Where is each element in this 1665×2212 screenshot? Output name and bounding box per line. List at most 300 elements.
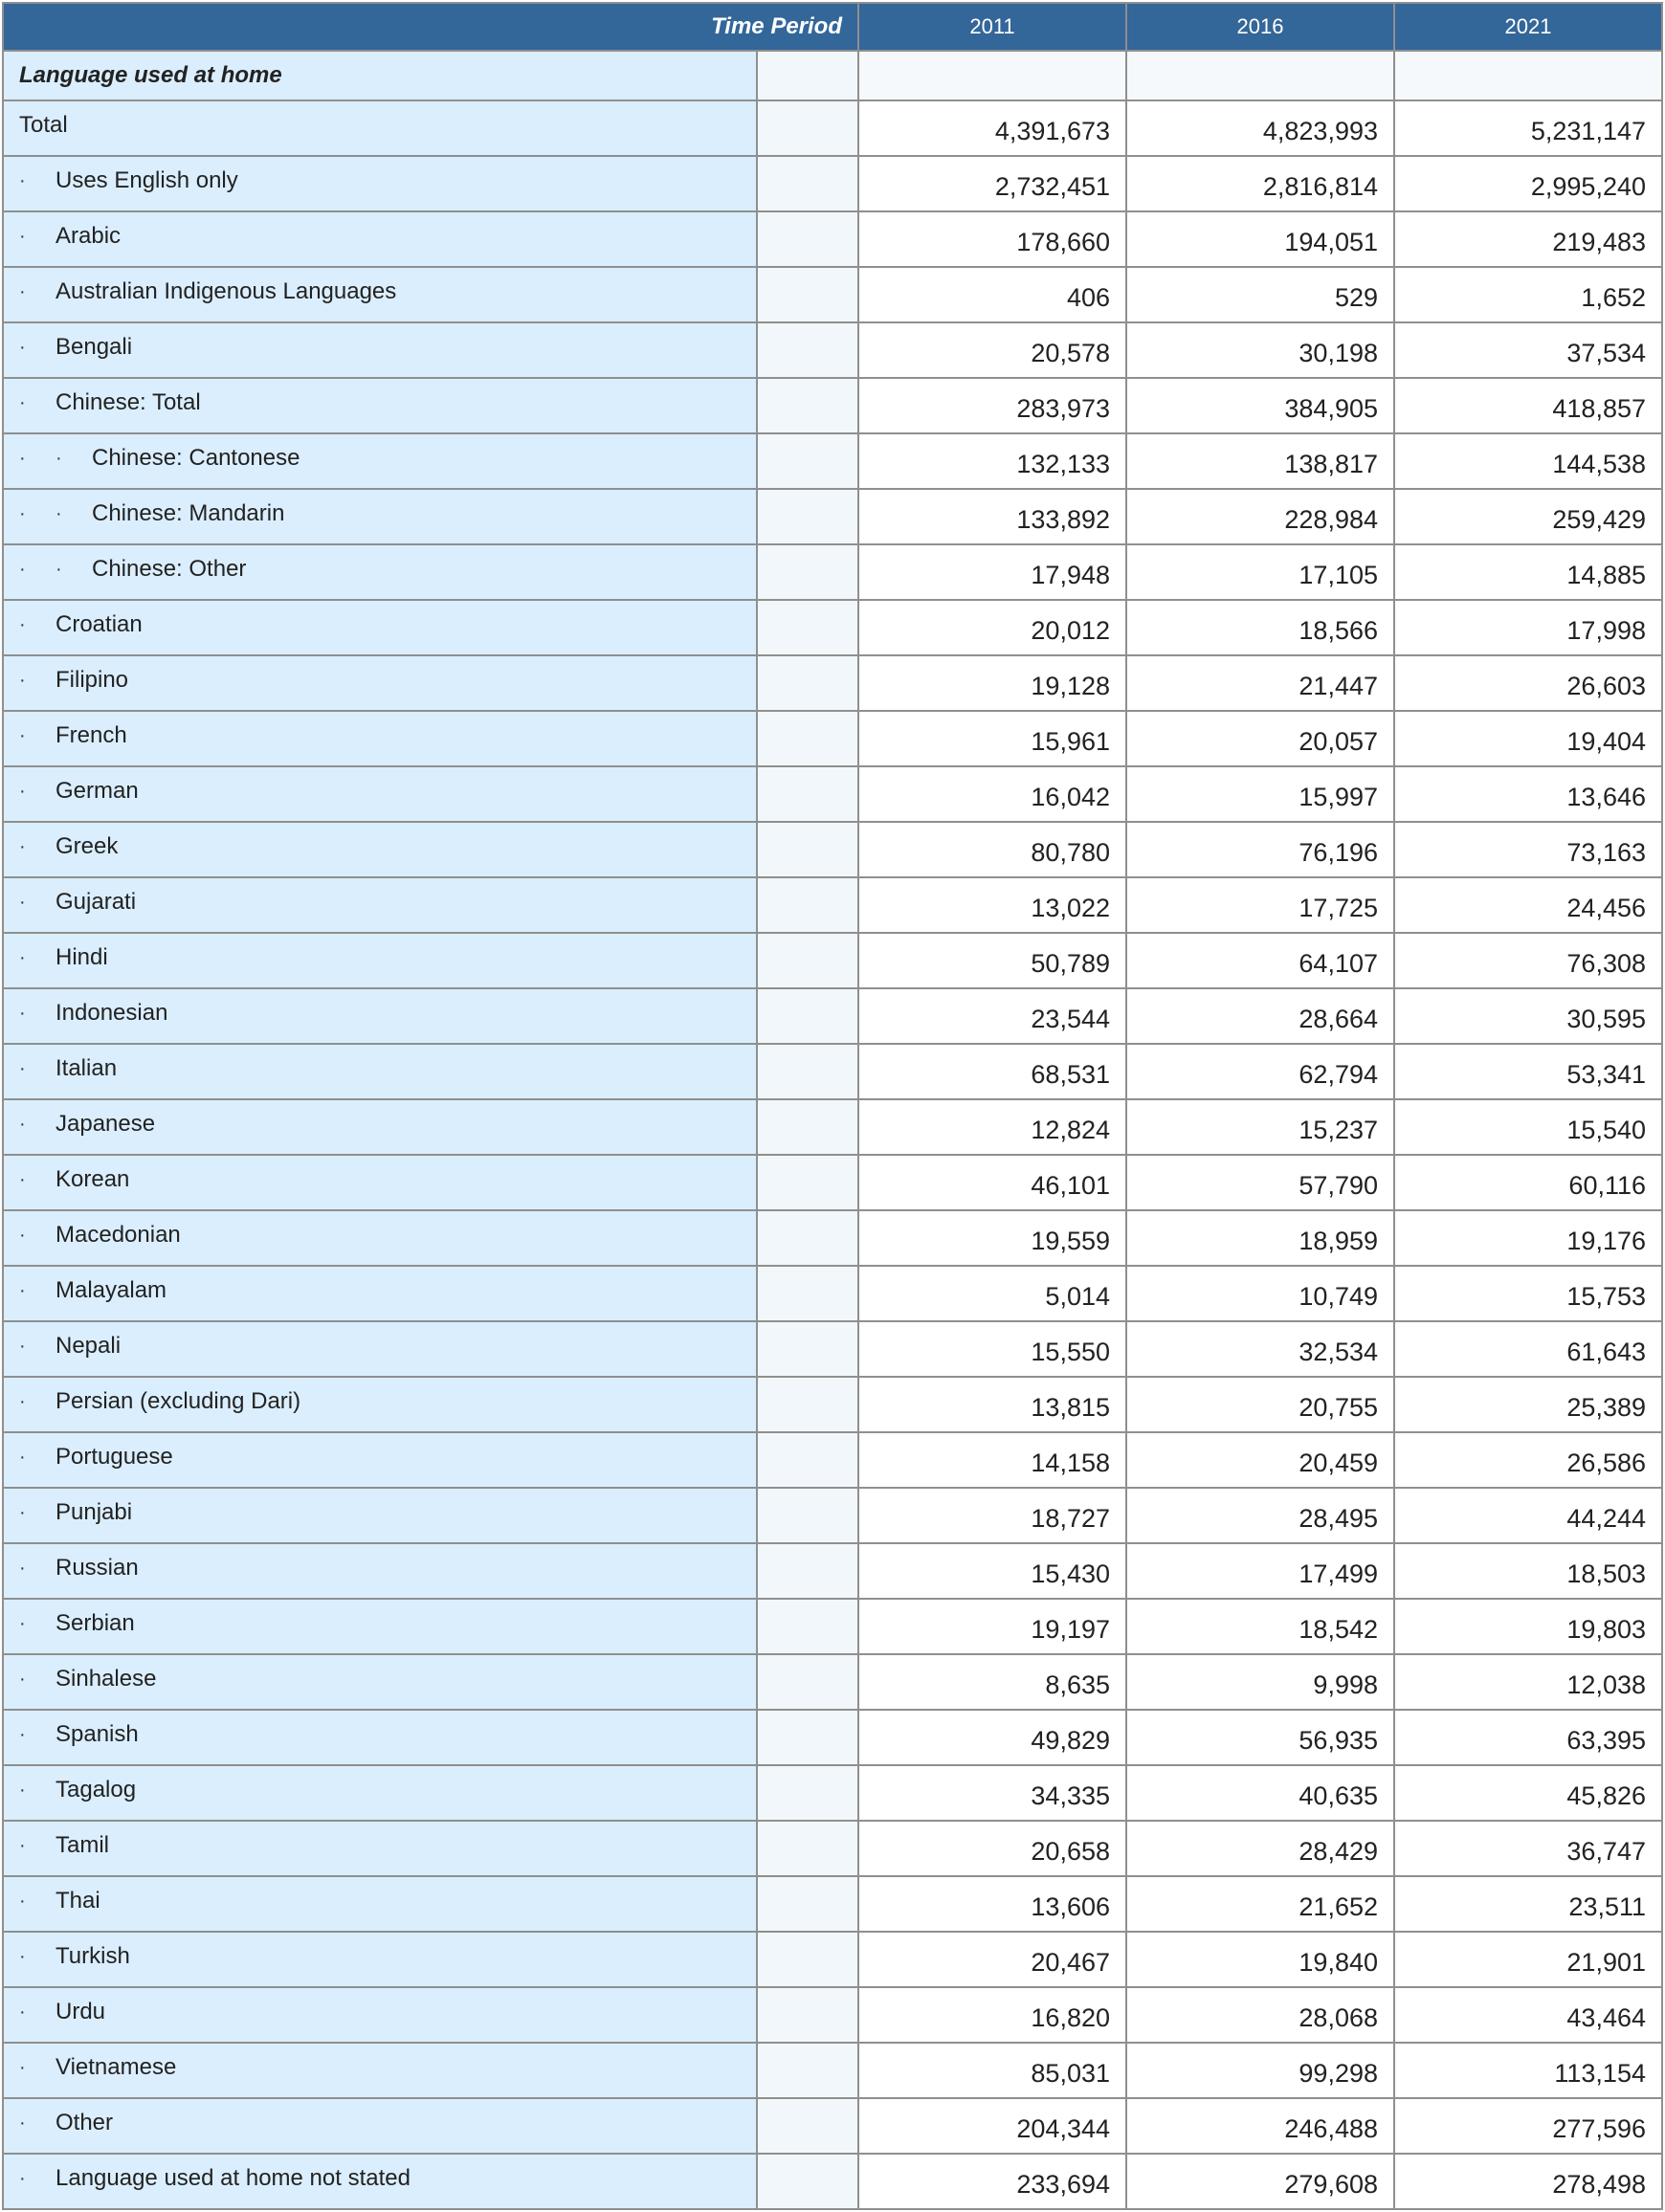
value-cell-2016[interactable] [1126,1099,1394,1155]
value-cell-2021[interactable] [1394,378,1662,433]
value-cell-2021[interactable] [1394,766,1662,822]
spacer-cell [757,267,858,322]
spacer-cell [757,2043,858,2098]
value-cell-2011[interactable] [858,1155,1126,1210]
table-row [3,766,1662,822]
row-label: Other [56,2110,114,2135]
cell-value: 20,459 [1299,1448,1378,1477]
value-cell-2016[interactable] [1126,822,1394,877]
row-label-cell[interactable] [3,2154,757,2209]
value-cell-2016[interactable] [1126,933,1394,988]
spacer-cell [757,1377,858,1432]
value-cell-2011[interactable] [858,1710,1126,1765]
value-cell-2016[interactable] [1126,544,1394,600]
value-cell-2016[interactable] [1126,489,1394,544]
row-label-cell[interactable] [3,1932,757,1987]
row-label-cell[interactable] [3,1321,757,1377]
cell-value: 24,456 [1566,893,1646,922]
value-cell-2021[interactable] [1394,2154,1662,2209]
cell-value: 283,973 [1016,393,1110,423]
value-cell-2021[interactable] [1394,1488,1662,1543]
cell-value: 1,652 [1581,282,1646,312]
value-cell-2016[interactable] [1126,433,1394,489]
value-cell-2011[interactable] [858,1543,1126,1599]
value-cell-2011[interactable] [858,2043,1126,2098]
value-cell-2011[interactable] [858,1044,1126,1099]
value-cell-2021[interactable] [1394,1266,1662,1321]
value-cell-2016[interactable] [1126,156,1394,211]
row-label-cell[interactable] [3,1044,757,1099]
row-label-cell[interactable] [3,544,757,600]
value-cell-2021[interactable] [1394,211,1662,267]
row-label-cell[interactable] [3,1155,757,1210]
cell-value: 138,817 [1284,449,1378,478]
spacer-cell [757,600,858,655]
spacer-cell [757,2098,858,2154]
cell-value: 25,389 [1566,1392,1646,1422]
value-cell-2016[interactable] [1126,766,1394,822]
spacer-cell [757,51,858,100]
value-cell-2016[interactable] [1126,655,1394,711]
cell-value: 32,534 [1299,1337,1378,1366]
bullet-icon: · [19,946,26,968]
cell-value: 13,606 [1031,1891,1110,1921]
spacer-cell [757,1765,858,1821]
table-row [3,1599,1662,1654]
bullet-icon: · [19,1668,26,1690]
cell-value: 64,107 [1299,948,1378,978]
row-label: Sinhalese [56,1666,157,1692]
table-row [3,156,1662,211]
table-body [3,3,1662,2209]
table-row [3,1266,1662,1321]
row-label-cell[interactable] [3,211,757,267]
table-row [3,322,1662,378]
table-row [3,1044,1662,1099]
value-cell-2021[interactable] [1394,877,1662,933]
value-cell-2021[interactable] [1394,1210,1662,1266]
row-label: Tagalog [56,1777,137,1803]
value-cell-2016[interactable] [1126,877,1394,933]
spacer-cell [757,1155,858,1210]
spacer-cell [757,1099,858,1155]
bullet-icon: · [56,447,62,469]
value-cell-2021[interactable] [1394,2043,1662,2098]
cell-value: 17,105 [1299,560,1378,589]
value-cell-2011[interactable] [858,1821,1126,1876]
table-row [3,1377,1662,1432]
value-cell-2021[interactable] [1394,1377,1662,1432]
value-cell-2016[interactable] [1126,378,1394,433]
row-label-cell[interactable] [3,877,757,933]
cell-value: 19,803 [1566,1614,1646,1644]
cell-value: 8,635 [1045,1670,1110,1699]
value-cell-2011[interactable] [858,1377,1126,1432]
cell-value: 21,447 [1299,671,1378,700]
spacer-cell [757,156,858,211]
value-cell-2011[interactable] [858,489,1126,544]
row-label-cell[interactable] [3,1432,757,1488]
row-label-cell[interactable] [3,1710,757,1765]
table-row [3,1543,1662,1599]
spacer-cell [757,322,858,378]
spacer-cell [757,378,858,433]
bullet-icon: · [19,1224,26,1246]
row-label: Spanish [56,1721,139,1747]
value-cell-2021[interactable] [1394,100,1662,156]
value-cell-2016[interactable] [1126,322,1394,378]
value-cell-2016[interactable] [1126,600,1394,655]
value-cell-2021[interactable] [1394,1821,1662,1876]
row-label-cell[interactable] [3,933,757,988]
value-cell-2016[interactable] [1126,1321,1394,1377]
row-label: German [56,778,139,804]
row-label: Hindi [56,944,108,970]
cell-value: 28,495 [1299,1503,1378,1533]
row-label-cell[interactable] [3,1210,757,1266]
bullet-icon: · [19,1335,26,1357]
value-cell-2016[interactable] [1126,211,1394,267]
row-label-cell[interactable] [3,655,757,711]
value-cell-2021[interactable] [1394,655,1662,711]
table-row [3,544,1662,600]
cell-value: 26,603 [1566,671,1646,700]
row-label-cell[interactable] [3,433,757,489]
bullet-icon: · [19,1834,26,1856]
bullet-icon: · [19,1279,26,1301]
value-cell-2011[interactable] [858,544,1126,600]
value-cell-2016[interactable] [1126,1488,1394,1543]
cell-value: 20,467 [1031,1947,1110,1977]
table-row [3,2098,1662,2154]
value-cell-2021[interactable] [1394,933,1662,988]
bullet-icon: · [19,1390,26,1412]
cell-value: 144,538 [1552,449,1646,478]
value-cell-2021[interactable] [1394,1155,1662,1210]
value-cell-2021[interactable] [1394,1932,1662,1987]
cell-value: 2,995,240 [1530,171,1646,201]
value-cell-2011[interactable] [858,156,1126,211]
cell-value: 5,231,147 [1530,116,1646,145]
table-row [3,1654,1662,1710]
value-cell-2021[interactable] [1394,1543,1662,1599]
value-cell-2011[interactable] [858,2098,1126,2154]
value-cell-2021[interactable] [1394,711,1662,766]
row-label-cell[interactable] [3,1266,757,1321]
cell-value: 2,816,814 [1262,171,1378,201]
row-label-cell[interactable] [3,267,757,322]
bullet-icon: · [19,1002,26,1024]
cell-value: 113,154 [1554,2058,1646,2088]
row-label-cell[interactable] [3,100,757,156]
bullet-icon: · [19,613,26,635]
value-cell-2016[interactable] [1126,1932,1394,1987]
year-header-2016[interactable]: 2016 [1126,3,1394,51]
row-label: Malayalam [56,1277,167,1303]
value-cell-2011[interactable] [858,211,1126,267]
table-row [3,2154,1662,2209]
table-row [3,267,1662,322]
row-label-cell[interactable] [3,822,757,877]
value-cell-2011[interactable] [858,1321,1126,1377]
cell-value: 20,012 [1031,615,1110,645]
cell-value: 233,694 [1016,2169,1110,2199]
row-label: Chinese: Cantonese [92,445,300,471]
value-cell-2016[interactable] [1126,1155,1394,1210]
value-cell-2016[interactable] [1126,1987,1394,2043]
row-label-cell[interactable] [3,988,757,1044]
spacer-cell [757,933,858,988]
value-cell-2021[interactable] [1394,544,1662,600]
value-cell-2011[interactable] [858,655,1126,711]
value-cell-2011[interactable] [858,1876,1126,1932]
spacer-cell [757,1488,858,1543]
value-cell-2021[interactable] [1394,433,1662,489]
cell-value: 15,753 [1566,1281,1646,1311]
row-label-cell[interactable] [3,378,757,433]
value-cell-2011[interactable] [858,1654,1126,1710]
value-cell-2011[interactable] [858,322,1126,378]
spacer-cell [757,100,858,156]
row-label-cell[interactable] [3,1654,757,1710]
row-label-cell[interactable] [3,1543,757,1599]
row-label-cell[interactable] [3,600,757,655]
value-cell-2021[interactable] [1394,489,1662,544]
value-cell-2011[interactable] [858,988,1126,1044]
bullet-icon: · [19,502,26,524]
cell-value: 15,540 [1566,1115,1646,1144]
value-cell-2011[interactable] [858,1488,1126,1543]
value-cell-2011[interactable] [858,711,1126,766]
value-cell-2016[interactable] [1126,1821,1394,1876]
value-cell-2016[interactable] [1126,267,1394,322]
bullet-icon: · [56,558,62,580]
value-cell-2021[interactable] [1394,1765,1662,1821]
cell-value: 17,998 [1566,615,1646,645]
cell-value: 30,595 [1566,1004,1646,1033]
cell-value: 23,544 [1031,1004,1110,1033]
cell-value: 15,961 [1031,726,1110,756]
value-cell-2011[interactable] [858,433,1126,489]
value-cell-2021[interactable] [1394,988,1662,1044]
value-cell-2021[interactable] [1394,1321,1662,1377]
cell-value: 4,391,673 [994,116,1110,145]
table-row [3,655,1662,711]
cell-value: 13,022 [1031,893,1110,922]
value-cell-2011[interactable] [858,1099,1126,1155]
cell-value: 19,404 [1566,726,1646,756]
cell-value: 259,429 [1552,504,1646,534]
time-period-header[interactable]: Time Period [3,3,858,51]
value-cell-2021[interactable] [1394,1710,1662,1765]
cell-value: 28,429 [1299,1836,1378,1866]
value-cell-2011[interactable] [858,877,1126,933]
cell-value: 23,511 [1568,1891,1646,1921]
value-cell-2021[interactable] [1394,322,1662,378]
cell-value: 46,101 [1031,1170,1110,1200]
bullet-icon: · [19,780,26,802]
cell-value: 277,596 [1552,2113,1646,2143]
cell-value: 19,197 [1031,1614,1110,1644]
year-header-2021[interactable]: 2021 [1394,3,1662,51]
bullet-icon: · [19,2167,26,2189]
row-label-cell[interactable] [3,711,757,766]
cell-value: 45,826 [1566,1781,1646,1810]
value-cell-2016[interactable] [1126,988,1394,1044]
table-row [3,1987,1662,2043]
value-cell-2011[interactable] [858,267,1126,322]
value-cell-2016[interactable] [1126,1654,1394,1710]
value-cell-2021[interactable] [1394,267,1662,322]
value-cell-2011[interactable] [858,1210,1126,1266]
value-cell-2011[interactable] [858,2154,1126,2209]
cell-value: 28,068 [1299,2002,1378,2032]
cell-value: 13,646 [1566,782,1646,811]
spacer-cell [757,988,858,1044]
value-cell-2016[interactable] [1126,711,1394,766]
value-cell-2021[interactable] [1394,2098,1662,2154]
cell-value: 60,116 [1568,1170,1646,1200]
value-cell-2016[interactable] [1126,1044,1394,1099]
value-cell-2016[interactable] [1126,1543,1394,1599]
spacer-cell [757,1932,858,1987]
value-cell-2016[interactable] [1126,1765,1394,1821]
row-label-cell[interactable] [3,2098,757,2154]
row-label-cell[interactable] [3,322,757,378]
value-cell-2011[interactable] [858,1432,1126,1488]
row-label: Japanese [56,1111,156,1137]
cell-value: 19,559 [1031,1226,1110,1255]
value-cell-2011[interactable] [858,378,1126,433]
spacer-cell [757,1543,858,1599]
row-label-cell[interactable] [3,1987,757,2043]
bullet-icon: · [19,1168,26,1190]
bullet-icon: · [19,1612,26,1634]
cell-value: 20,755 [1299,1392,1378,1422]
value-cell-2011[interactable] [858,1599,1126,1654]
value-cell-2021[interactable] [1394,1876,1662,1932]
value-cell-2016[interactable] [1126,1432,1394,1488]
row-label-cell[interactable] [3,1377,757,1432]
row-label: Nepali [56,1333,122,1359]
cell-value: 50,789 [1031,948,1110,978]
value-cell-2021[interactable] [1394,600,1662,655]
value-cell-2011[interactable] [858,1266,1126,1321]
value-cell-2016[interactable] [1126,1266,1394,1321]
cell-value: 40,635 [1299,1781,1378,1810]
spacer-cell [757,1821,858,1876]
row-label-cell[interactable] [3,1488,757,1543]
cell-value: 194,051 [1284,227,1378,256]
table-row [3,822,1662,877]
row-label-cell[interactable] [3,156,757,211]
value-cell-2011[interactable] [858,1765,1126,1821]
value-cell-2021[interactable] [1394,1044,1662,1099]
cell-value: 30,198 [1299,338,1378,367]
value-cell-2021[interactable] [1394,1987,1662,2043]
table-row [3,600,1662,655]
cell-value: 73,163 [1566,837,1646,867]
spacer-cell [757,2154,858,2209]
value-cell-2016[interactable] [1126,100,1394,156]
row-label-cell[interactable] [3,2043,757,2098]
cell-value: 53,341 [1566,1059,1646,1089]
row-label-cell[interactable] [3,1599,757,1654]
year-header-2011[interactable]: 2011 [858,3,1126,51]
value-cell-2016[interactable] [1126,1210,1394,1266]
value-cell-2016[interactable] [1126,2098,1394,2154]
row-label: Uses English only [56,167,238,193]
value-cell-2016[interactable] [1126,1377,1394,1432]
table-row [3,711,1662,766]
value-cell-2021[interactable] [1394,1654,1662,1710]
cell-value: 76,196 [1299,837,1378,867]
table-row [3,1210,1662,1266]
table-row [3,1432,1662,1488]
bullet-icon: · [19,280,26,302]
row-label-cell[interactable] [3,1821,757,1876]
value-cell-2016[interactable] [1126,2043,1394,2098]
spacer-cell [757,711,858,766]
bullet-icon: · [19,558,26,580]
value-cell-2016[interactable] [1126,1599,1394,1654]
value-cell-2021[interactable] [1394,1099,1662,1155]
value-cell-2011[interactable] [858,766,1126,822]
value-cell-2021[interactable] [1394,822,1662,877]
value-cell-2011[interactable] [858,1987,1126,2043]
value-cell-2016[interactable] [1126,1710,1394,1765]
table-row [3,933,1662,988]
row-label-cell[interactable] [3,1876,757,1932]
row-label: French [56,722,127,748]
table-row [3,433,1662,489]
bullet-icon: · [19,2001,26,2023]
spacer-cell [757,433,858,489]
cell-value: 279,608 [1284,2169,1378,2199]
table-row [3,1155,1662,1210]
bullet-icon: · [19,1113,26,1135]
value-cell-2021[interactable] [1394,1432,1662,1488]
value-cell-2021[interactable] [1394,156,1662,211]
row-label-cell[interactable] [3,766,757,822]
value-cell-2011[interactable] [858,933,1126,988]
row-label: Arabic [56,223,122,249]
value-cell-2011[interactable] [858,100,1126,156]
row-label-cell[interactable] [3,1099,757,1155]
value-cell-2011[interactable] [858,1932,1126,1987]
value-cell-2016[interactable] [1126,1876,1394,1932]
value-cell-2016[interactable] [1126,2154,1394,2209]
row-label: Russian [56,1555,139,1581]
group-label[interactable]: Language used at home [3,51,757,100]
value-cell-2011[interactable] [858,600,1126,655]
bullet-icon: · [19,1446,26,1468]
cell-value: 2,732,451 [994,171,1110,201]
bullet-icon: · [19,169,26,191]
bullet-icon: · [19,1945,26,1967]
cell-value: 17,725 [1299,893,1378,922]
row-label-cell[interactable] [3,1765,757,1821]
empty-cell [1394,51,1662,100]
cell-value: 57,790 [1299,1170,1378,1200]
row-label-cell[interactable] [3,489,757,544]
cell-value: 246,488 [1284,2113,1378,2143]
value-cell-2011[interactable] [858,822,1126,877]
cell-value: 10,749 [1299,1281,1378,1311]
cell-value: 19,840 [1299,1947,1378,1977]
value-cell-2021[interactable] [1394,1599,1662,1654]
row-label: Language used at home not stated [56,2165,411,2191]
